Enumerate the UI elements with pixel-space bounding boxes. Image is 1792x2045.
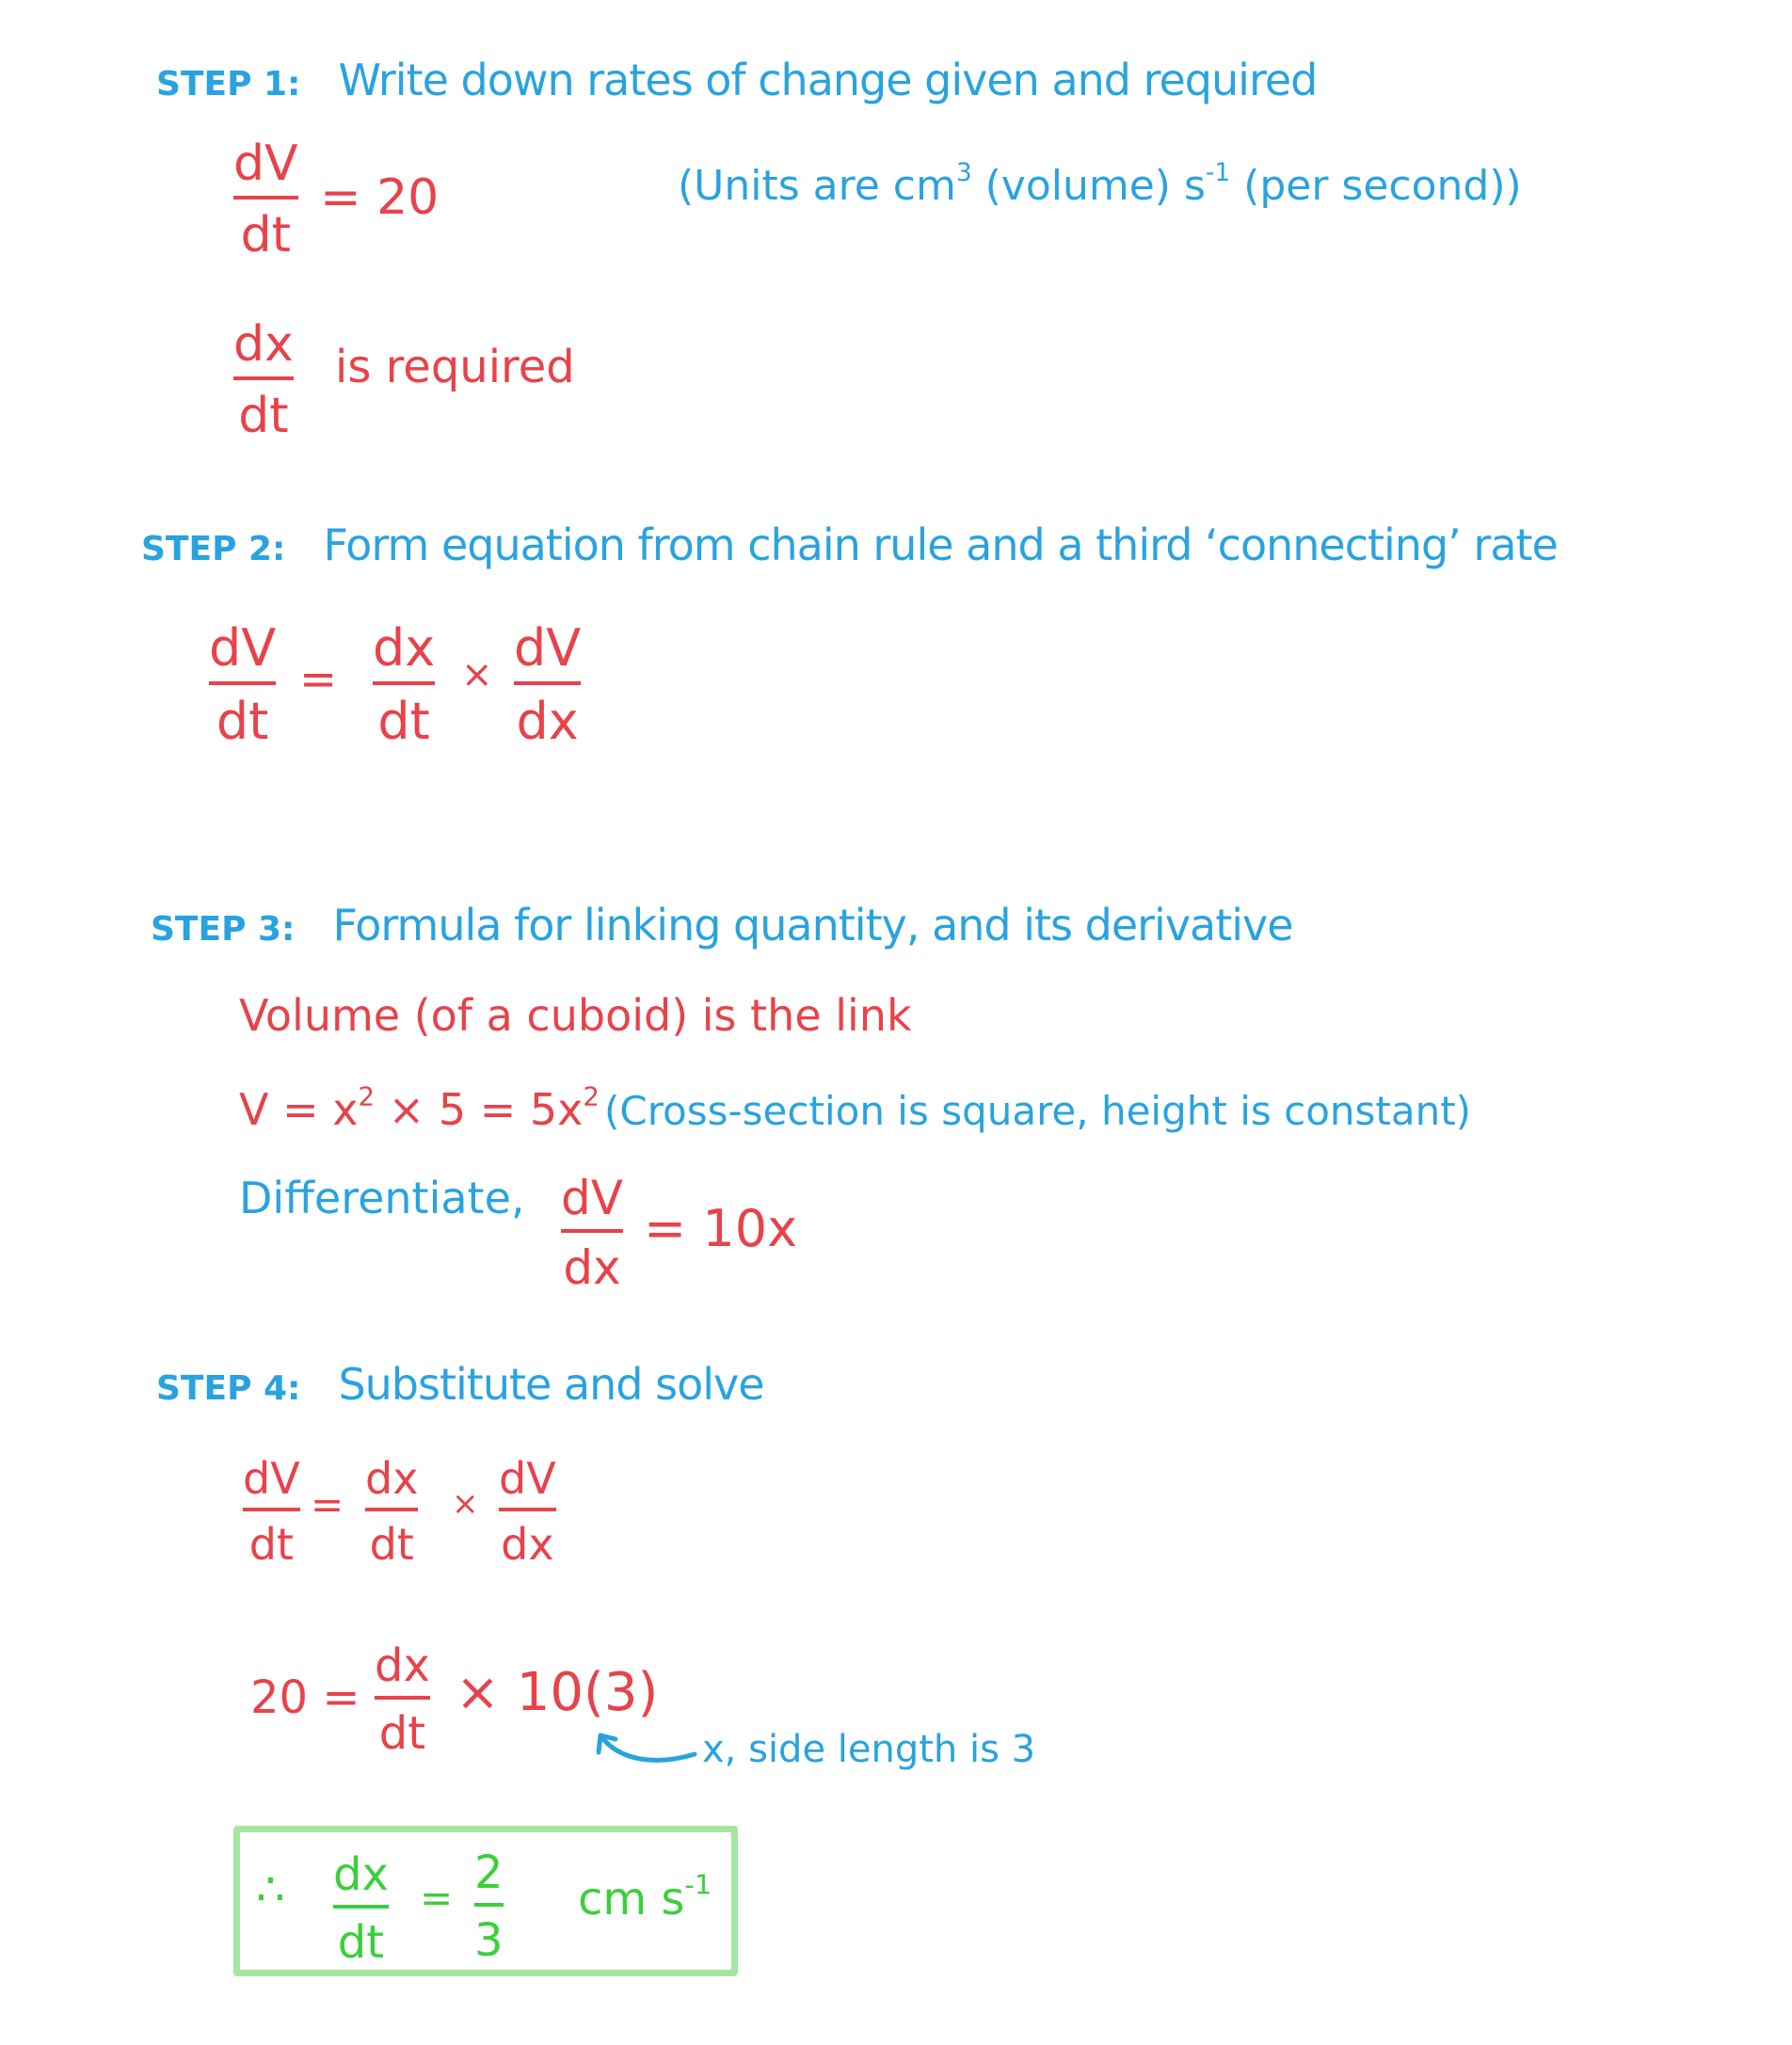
step1-required-fraction bbox=[233, 316, 294, 444]
step3-differentiate-label: Differentiate, bbox=[239, 1173, 525, 1223]
annotation-arrow-icon bbox=[591, 1722, 704, 1779]
step1-label: STEP 1: bbox=[156, 65, 301, 104]
answer-units: cm $s^{-1}$ bbox=[578, 1868, 712, 1925]
answer-fraction: dx dt bbox=[333, 1848, 389, 1969]
step1-units-note: (Units are $cm^3$ (volume) $s^{-1}$ (per second)) bbox=[678, 158, 1522, 210]
step1-required-text: is required bbox=[335, 341, 575, 393]
step3-formula-note: (Cross-section is square, height is constant) bbox=[604, 1088, 1472, 1134]
step3-volume-formula: $V = x^2 \times 5 = 5x^2$ bbox=[239, 1080, 600, 1135]
fraction-bar bbox=[233, 196, 298, 200]
step3-derivative-value: = 10x bbox=[644, 1199, 798, 1258]
step3-derivative-fraction: dV dx bbox=[561, 1171, 623, 1295]
annotation-side-length: x, side length is 3 bbox=[702, 1728, 1036, 1771]
substitution-fraction: dx dt bbox=[375, 1639, 430, 1760]
substitution-rhs: × 10(3) bbox=[456, 1662, 659, 1723]
step3-title: Formula for linking quantity, and its derivative bbox=[332, 900, 1293, 951]
fraction-denominator: dt bbox=[238, 388, 289, 444]
step1-heading bbox=[156, 55, 1317, 105]
step4-lhs-fraction: dV dt bbox=[243, 1453, 300, 1570]
answer-value-fraction: 2 3 bbox=[474, 1846, 504, 1967]
step4-heading bbox=[156, 1359, 764, 1410]
equals-sign: = bbox=[299, 653, 338, 706]
step4-fraction-dvdx: dV dx bbox=[499, 1453, 556, 1570]
equals-sign: = bbox=[420, 1875, 454, 1921]
step3-link-text: Volume (of a cuboid) is the link bbox=[239, 990, 912, 1041]
step2-heading bbox=[141, 519, 1558, 570]
step3-heading bbox=[151, 900, 1293, 951]
step3-label: STEP 3: bbox=[151, 910, 296, 949]
step4-title: Substitute and solve bbox=[338, 1359, 764, 1410]
step1-title: Write down rates of change given and required bbox=[338, 55, 1318, 105]
fraction-denominator: dt bbox=[240, 207, 291, 264]
fraction-bar bbox=[233, 376, 294, 380]
times-sign: × bbox=[461, 653, 493, 696]
step4-label: STEP 4: bbox=[156, 1369, 301, 1408]
step2-fraction-dvdx: dV dx bbox=[514, 618, 582, 751]
substitution-lhs: 20 = bbox=[250, 1671, 360, 1724]
fraction-numerator: dx bbox=[233, 316, 294, 373]
step4-fraction-dxdt: dx dt bbox=[365, 1453, 419, 1570]
step1-given-value: = 20 bbox=[320, 169, 440, 226]
step2-label: STEP 2: bbox=[141, 530, 286, 568]
therefore-symbol: ∴ bbox=[256, 1863, 285, 1916]
step2-lhs-fraction: dV dt bbox=[209, 618, 277, 751]
step2-fraction-dxdt: dx dt bbox=[373, 618, 436, 751]
equals-sign: = bbox=[311, 1481, 344, 1527]
times-sign: × bbox=[452, 1485, 479, 1523]
fraction-numerator: dV bbox=[233, 136, 298, 192]
step1-given-fraction bbox=[233, 136, 298, 264]
step2-title: Form equation from chain rule and a third ‘connecting’ rate bbox=[323, 519, 1558, 570]
